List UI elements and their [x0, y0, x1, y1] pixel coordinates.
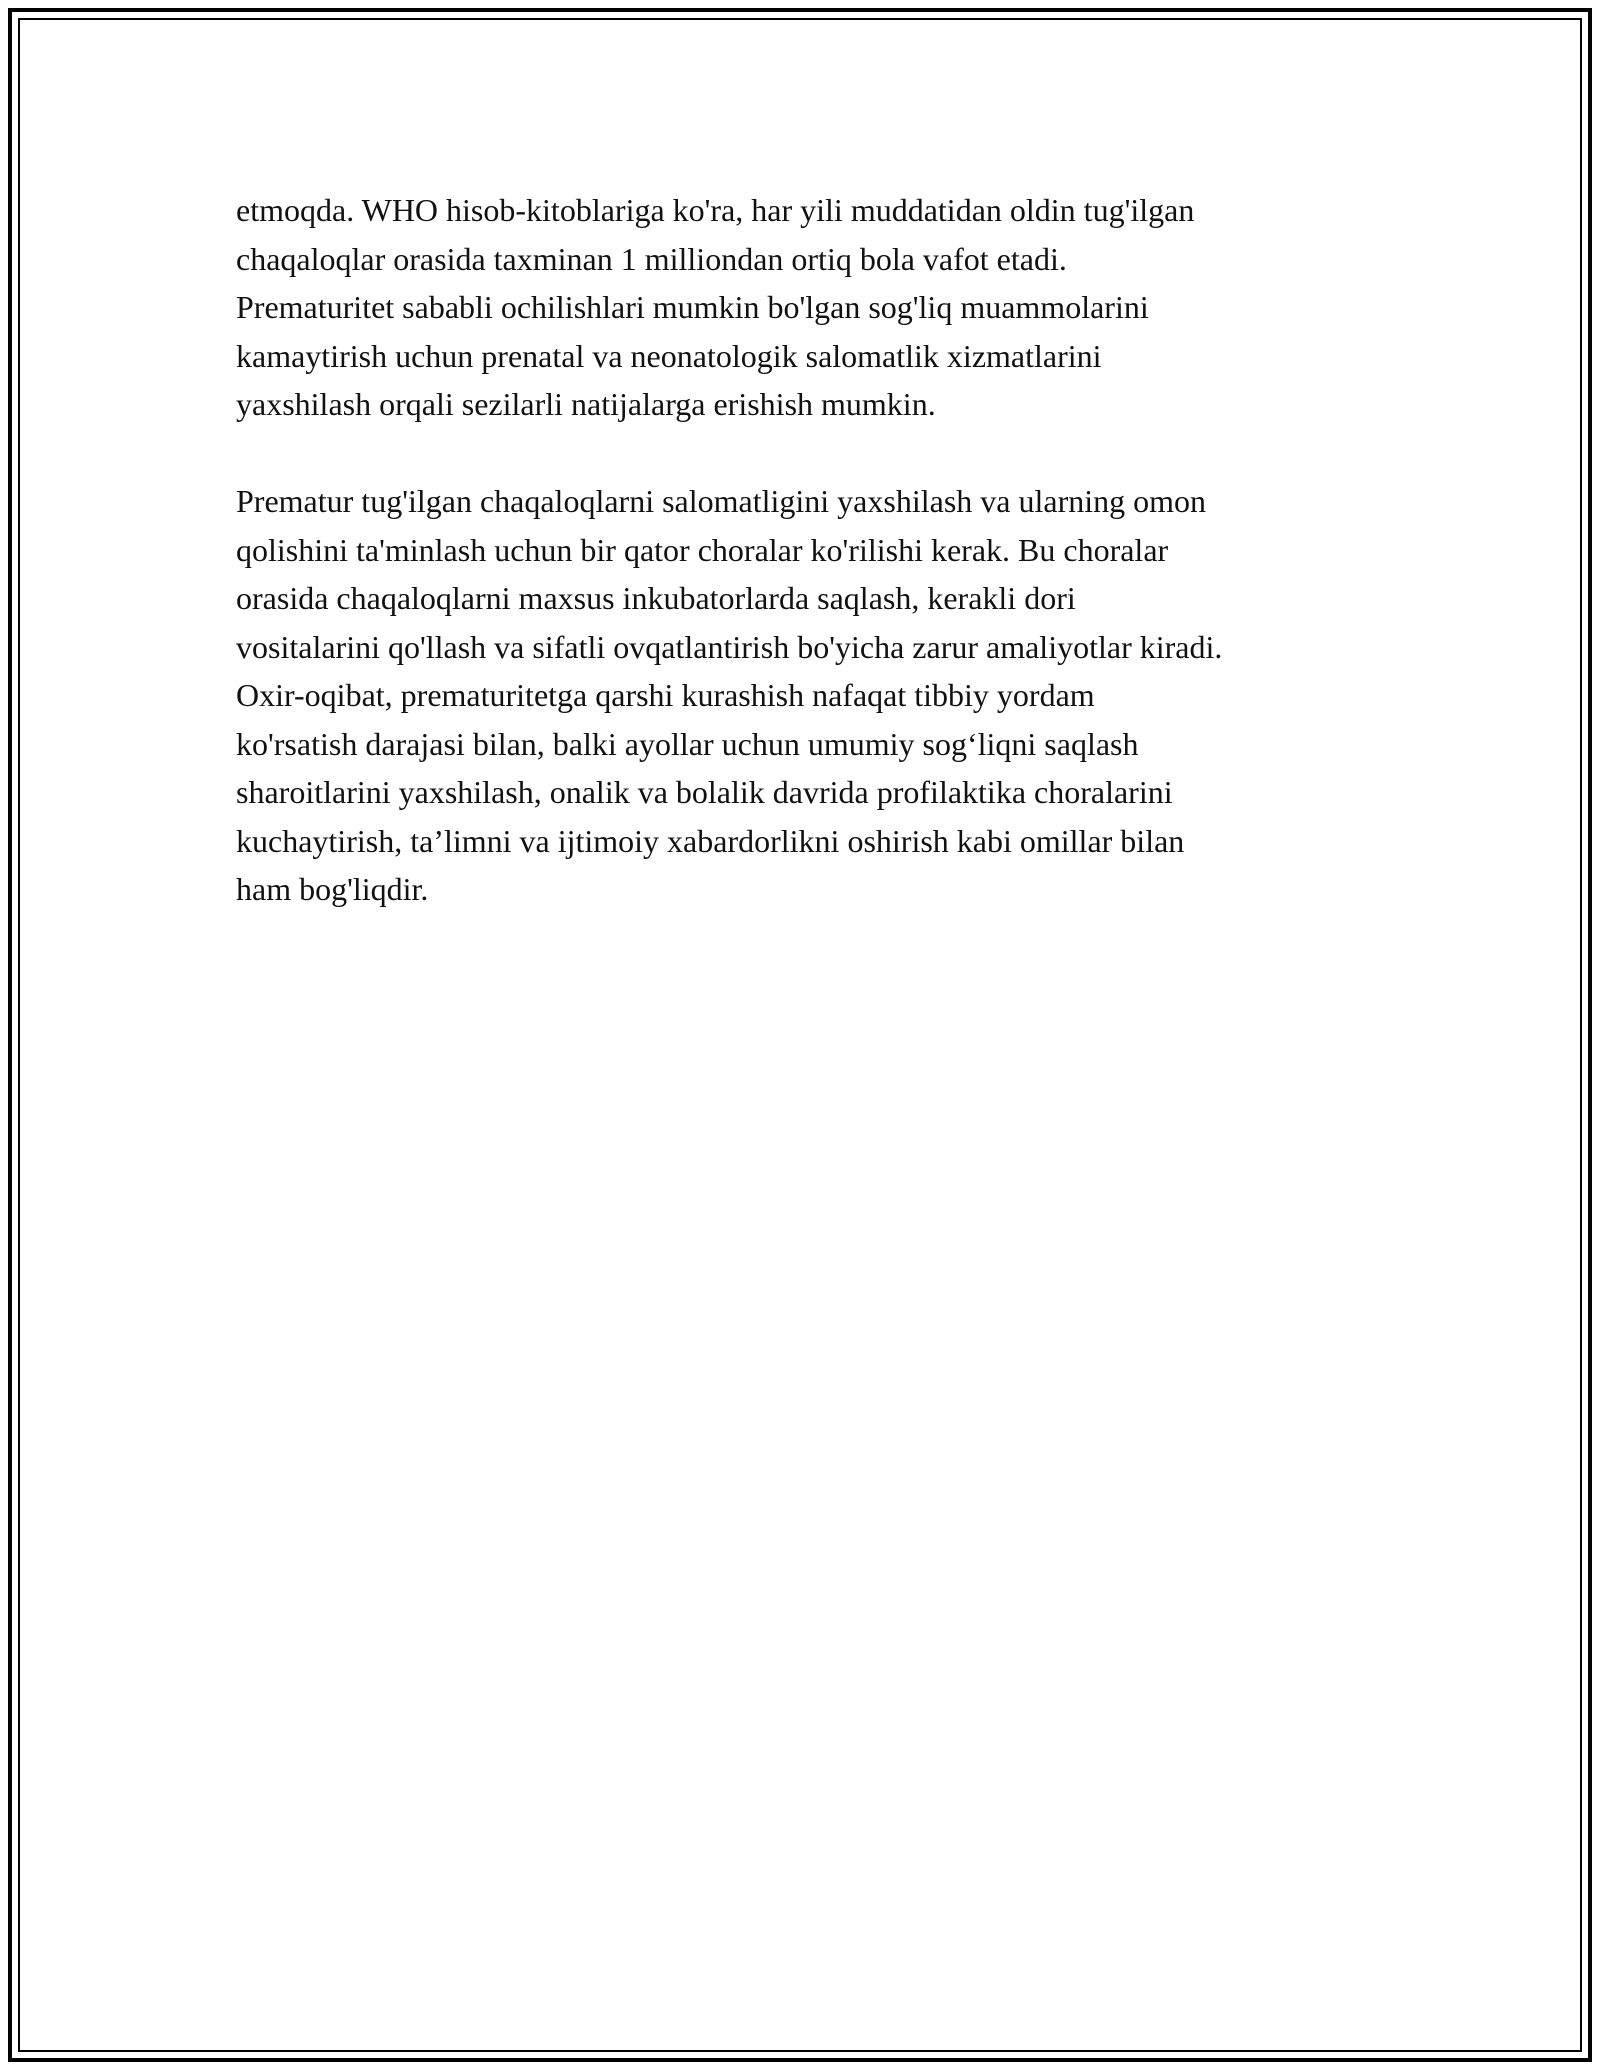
- document-body: [236, 186, 1436, 914]
- paragraph-1: [236, 186, 1436, 429]
- text-line: qolishini ta'minlash uchun bir qator choralar ko'rilishi kerak. Bu choralar: [236, 531, 1169, 568]
- text-line: sharoitlarini yaxshilash, onalik va bolalik davrida profilaktika choralarini: [236, 774, 1173, 810]
- text-line: kuchaytirish, ta’limni va ijtimoiy xabardorlikni oshirish kabi omillar bilan: [236, 822, 1185, 859]
- text-line: orasida chaqaloqlarni maxsus inkubatorlarda saqlash, kerakli dori: [236, 580, 1076, 616]
- paragraph-spacer: [236, 429, 1436, 478]
- text-line: etmoqda. WHO hisob-kitoblariga ko'ra, har yili muddatidan oldin tug'ilgan: [236, 192, 1195, 228]
- text-line: ko'rsatish darajasi bilan, balki ayollar uchun umumiy sog‘liqni saqlash: [236, 725, 1139, 762]
- text-line: Prematuritet sababli ochilishlari mumkin bo'lgan sog'liq muammolarini: [236, 289, 1149, 325]
- text-line: Prematur tug'ilgan chaqaloqlarni salomatligini yaxshilash va ularning omon: [236, 483, 1206, 519]
- text-line: Oxir-oqibat, prematuritetga qarshi kurashish nafaqat tibbiy yordam: [236, 677, 1095, 713]
- paragraph-2: [236, 477, 1436, 914]
- text-line: chaqaloqlar orasida taxminan 1 milliondan ortiq bola vafot etadi.: [236, 240, 1067, 277]
- text-line: ham bog'liqdir.: [236, 871, 429, 907]
- text-line: kamaytirish uchun prenatal va neonatologik salomatlik xizmatlarini: [236, 337, 1102, 374]
- text-line: yaxshilash orqali sezilarli natijalarga erishish mumkin.: [236, 386, 936, 422]
- text-line: vositalarini qo'llash va sifatli ovqatlantirish bo'yicha zarur amaliyotlar kiradi.: [236, 628, 1223, 665]
